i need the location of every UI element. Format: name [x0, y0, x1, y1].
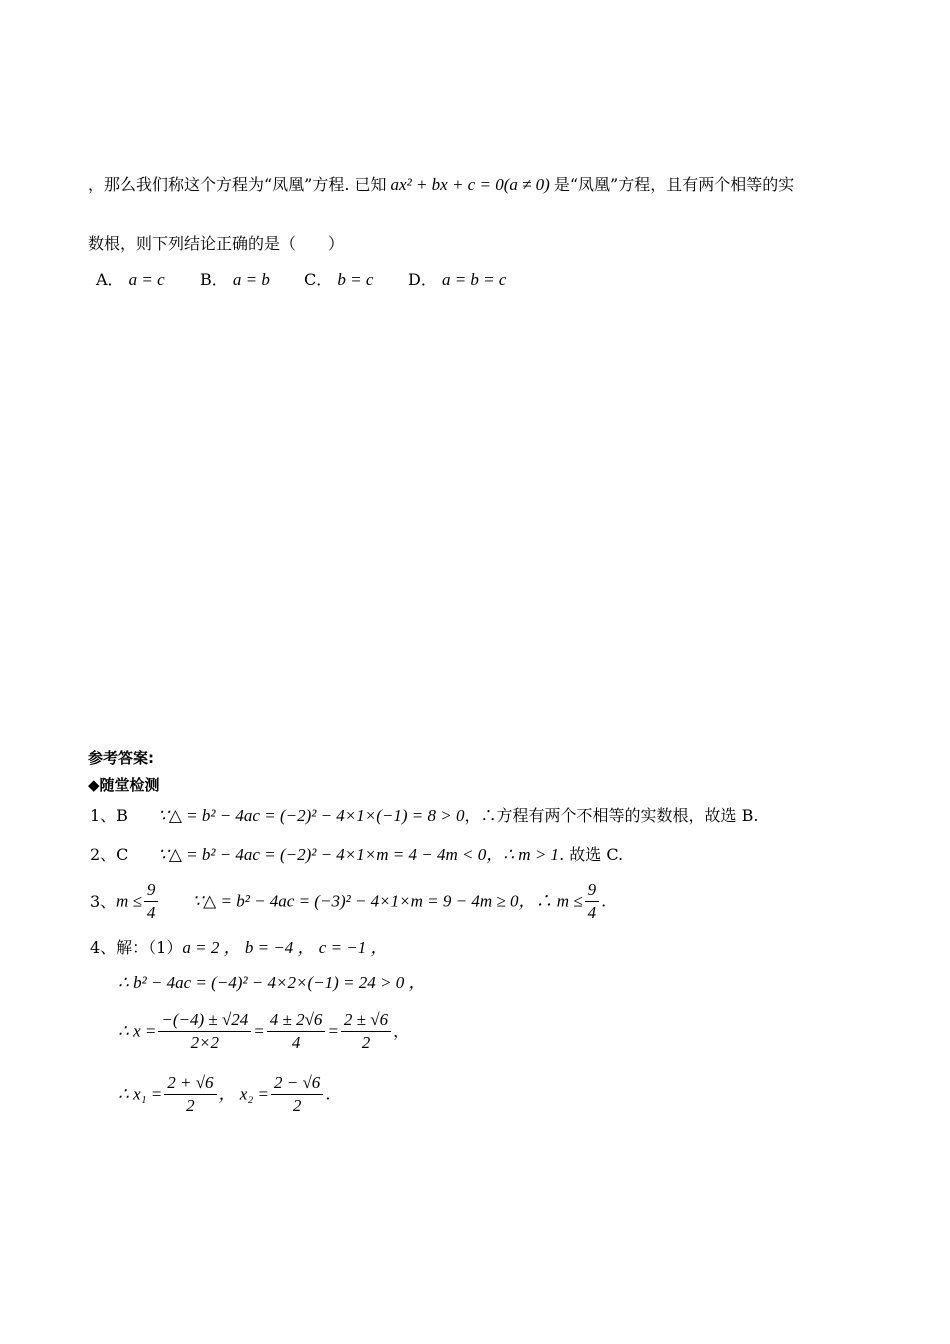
answer-2-number: 2、C — [90, 845, 129, 864]
fraction-1: $\frac{-(-4) \pm √24}{2\times 2}$ — [158, 1010, 251, 1053]
options-row — [96, 270, 526, 290]
answer-3-tail: ，∴ m ≤ — [518, 891, 583, 911]
answer-3-fraction: $\frac{9}{4}$ — [144, 880, 159, 923]
x-lhs: ∴ x = — [118, 1021, 157, 1041]
answer-3-tail-fraction: $\frac{9}{4}$ — [585, 880, 600, 923]
option-a: A． a = c — [96, 270, 165, 289]
x1-lhs: ∴ x₁ = — [118, 1084, 163, 1104]
answer-3-answer: m ≤ — [116, 891, 142, 911]
answer-3-number: 3、 — [90, 891, 117, 911]
x2-fraction: $\frac{2 - √6}{2}$ — [271, 1073, 323, 1116]
answer-4-number: 4、解：（1） — [90, 938, 183, 957]
answer-1 — [90, 806, 758, 826]
option-b: B． a = b — [200, 270, 270, 289]
option-c: C． b = c — [304, 270, 374, 289]
question-line-2: 数根，则下列结论正确的是（ ） — [88, 234, 345, 253]
answer-1-number: 1、B — [90, 806, 128, 825]
answer-2 — [90, 845, 623, 865]
question-line1-suffix: 是“凤凰”方程，且有两个相等的实 — [553, 175, 795, 194]
fraction-2: $\frac{4 \pm 2√6}{4}$ — [267, 1010, 326, 1053]
answer-2-tail: ，∴ m > 1 — [486, 845, 560, 864]
option-d: D． a = b = c — [408, 270, 507, 289]
answer-1-expression: ∵△ = b² − 4ac = (−2)² − 4×1×(−1) = 8 > 0 — [158, 806, 465, 825]
answers-heading: 参考答案: — [88, 749, 154, 767]
answer-4-coefficients: a = 2 ， b = −4 ， c = −1 ， — [182, 938, 388, 957]
question-equation: ax² + bx + c = 0(a ≠ 0) — [390, 175, 550, 194]
answer-3-expression: ∵△ = b² − 4ac = (−3)² − 4×1×m = 9 − 4m ≥ 0 — [192, 891, 519, 911]
answer-2-text: . 故选 C. — [559, 845, 624, 864]
answer-4-quadratic-formula: ∴ x = $\frac{-(-4) \pm √24}{2\times 2}$ = $\frac{4 \pm 2√6}{4}$ = $\frac{2 \pm √6}{2}$ ， — [118, 1010, 410, 1052]
section-title: ◆随堂检测 — [88, 776, 160, 794]
answer-1-text: ，∴方程有两个不相等的实数根，故选 B. — [464, 806, 759, 825]
answer-4-line-1 — [90, 938, 388, 958]
answer-2-expression: ∵△ = b² − 4ac = (−2)² − 4×1×m = 4 − 4m < 0 — [158, 845, 487, 864]
answer-4-discriminant: ∴ b² − 4ac = (−4)² − 4×2×(−1) = 24 > 0 ， — [118, 973, 426, 992]
answer-4-roots: ∴ x₁ = $\frac{2 + √6}{2}$ ， x₂ = $\frac{2 - √6}{2}$ . — [118, 1073, 331, 1115]
question-line1-prefix: ，那么我们称这个方程为“凤凰”方程. 已知 — [88, 175, 387, 194]
x2-lhs: ， x₂ = — [218, 1084, 269, 1104]
fraction-3: $\frac{2 \pm √6}{2}$ — [341, 1010, 391, 1053]
x1-fraction: $\frac{2 + √6}{2}$ — [164, 1073, 216, 1116]
answer-3: 3、m ≤ $\frac{9}{4}$ ∵△ = b² − 4ac = (−3)² − 4×1×m = 9 − 4m ≥ 0，∴ m ≤ $\frac{9}{4}$ . — [90, 880, 607, 922]
question-line-1 — [88, 175, 794, 195]
